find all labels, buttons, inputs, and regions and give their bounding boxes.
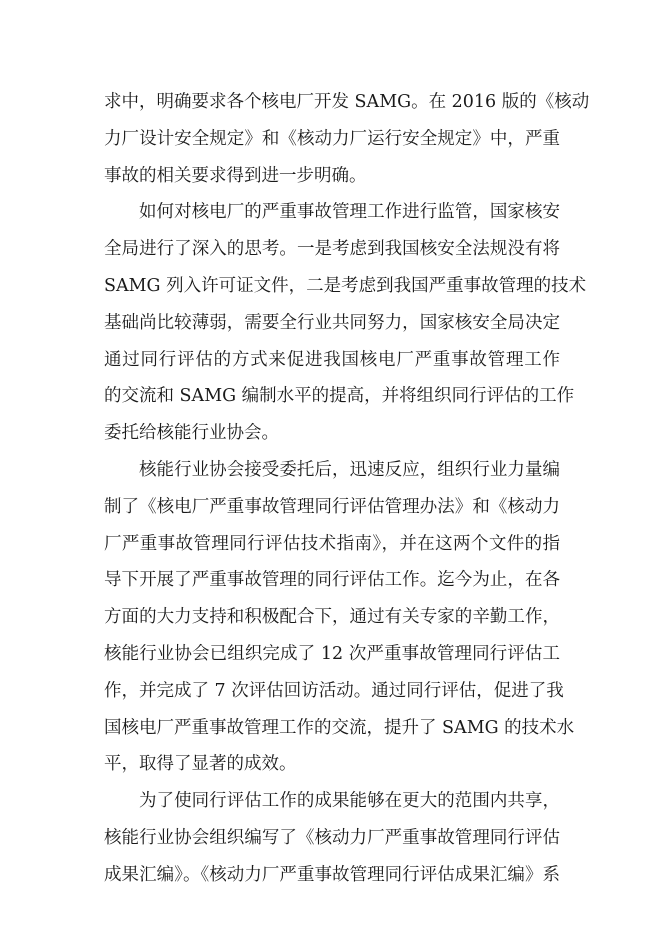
- text-line: SAMG 列入许可证文件，二是考虑到我国严重事故管理的技术: [104, 275, 587, 296]
- text-line: 事故的相关要求得到进一步明确。: [104, 165, 367, 186]
- body-text: [104, 84, 590, 894]
- text-line: 委托给核能行业协会。: [104, 423, 279, 444]
- text-line: 成果汇编》。《核动力厂严重事故管理同行评估成果汇编》系: [104, 864, 560, 885]
- text-line: 的交流和 SAMG 编制水平的提高，并将组织同行评估的工作: [104, 386, 575, 407]
- text-line: 厂严重事故管理同行评估技术指南》，并在这两个文件的指: [104, 533, 560, 554]
- text-line: 方面的大力支持和积极配合下，通过有关专家的辛勤工作，: [104, 607, 560, 628]
- text-line: 如何对核电厂的严重事故管理工作进行监管，国家核安: [139, 202, 560, 223]
- paragraph-4: [104, 783, 560, 893]
- text-line: 基础尚比较薄弱，需要全行业共同努力，国家核安全局决定: [104, 312, 560, 333]
- text-line: 核能行业协会组织编写了《核动力厂严重事故管理同行评估: [104, 827, 560, 848]
- paragraph-1: [104, 84, 590, 194]
- text-line: 力厂设计安全规定》和《核动力厂运行安全规定》中，严重: [104, 128, 560, 149]
- paragraph-2: [104, 194, 587, 452]
- text-line: 全局进行了深入的思考。一是考虑到我国核安全法规没有将: [104, 239, 560, 260]
- paragraph-3: [104, 452, 575, 783]
- text-line: 平，取得了显著的成效。: [104, 754, 297, 775]
- text-line: 核能行业协会已组织完成了 12 次严重事故管理同行评估工: [104, 643, 560, 664]
- text-line: 求中，明确要求各个核电厂开发 SAMG。在 2016 版的《核动: [104, 92, 590, 112]
- text-line: 通过同行评估的方式来促进我国核电厂严重事故管理工作: [104, 349, 560, 370]
- text-line: 核能行业协会接受委托后，迅速反应，组织行业力量编: [139, 459, 560, 480]
- text-line: 国核电厂严重事故管理工作的交流，提升了 SAMG 的技术水: [104, 717, 575, 738]
- text-line: 制了《核电厂严重事故管理同行评估管理办法》和《核动力: [104, 496, 560, 517]
- text-line: 作，并完成了 7 次评估回访活动。通过同行评估，促进了我: [104, 680, 564, 701]
- text-line: 导下开展了严重事故管理的同行评估工作。迄今为止，在各: [104, 570, 560, 591]
- text-line: 为了使同行评估工作的成果能够在更大的范围内共享，: [139, 791, 560, 812]
